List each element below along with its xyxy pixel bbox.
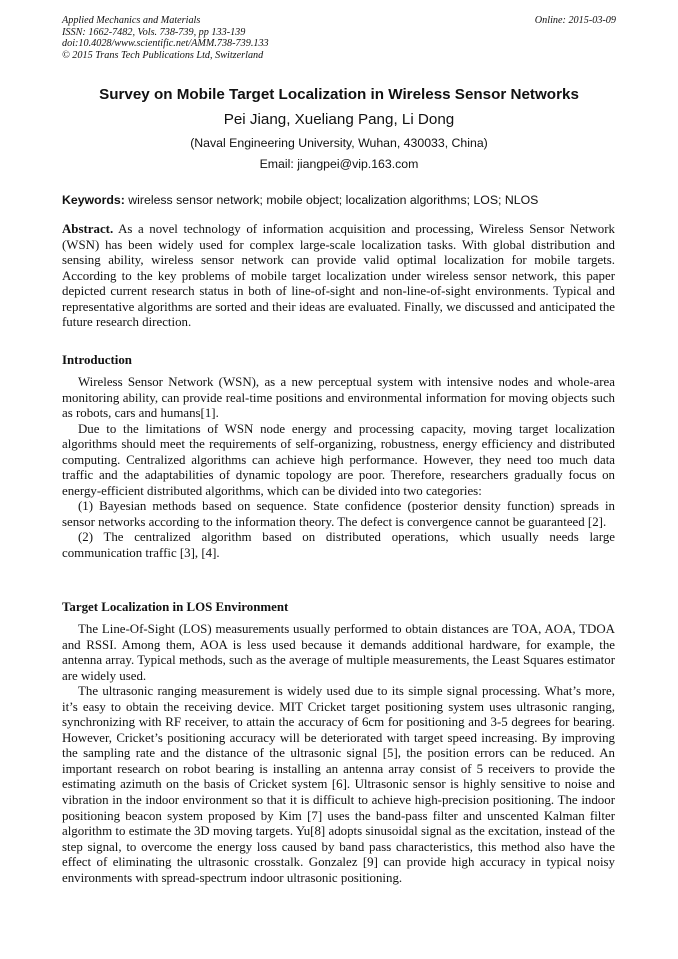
- paper-title: Survey on Mobile Target Localization in Wireless Sensor Networks: [99, 86, 579, 103]
- online-date: Online: 2015-03-09: [534, 15, 616, 26]
- copyright-line: © 2015 Trans Tech Publications Ltd, Switzerland: [62, 49, 264, 61]
- paragraph: The ultrasonic ranging measurement is widely used due to its simple signal processing. What’s more, it’s easy to obtain the receiving device. MIT Cricket target positioning system uses ultrasonic ranging, synchronizing with RF receiver, to attain the accuracy of 6cm for positioning and 3-5 degrees for bearing. However, Cricket’s positioning accuracy will be deteriorated with target speed increasing. By improving the sampling rate and the distance of the ultrasonic signal [5], the position errors can be reduced. An important research on robot bearing is installing an antenna array consist of 5 receivers to provide the estimating azimuth on the basis of Cricket system [6]. Ultrasonic sensor is highly sensitive to noise and vibration in the indoor environment so that it is difficult to achieve high-precision positioning. The indoor positioning beacon system proposed by Kim [7] uses the band-pass filter and unscented Kalman filter algorithm to estimate the 3D moving targets. Yu[8] adopts sinusoidal signal as the excitation, instead of the step signal, to overcome the energy loss caused by band pass characteristics, this method also have the effect of eliminating the ultrasonic crosstalk. Gonzalez [9] can provide high accuracy in typical noisy environments with spread-spectrum indoor ultrasonic positioning.: [62, 684, 615, 885]
- keywords-line: [62, 193, 616, 207]
- introduction-body: [62, 375, 615, 562]
- journal-header: [62, 15, 616, 61]
- abstract-label: Abstract.: [62, 222, 114, 236]
- section-heading-introduction: Introduction: [62, 353, 132, 367]
- paragraph: (2) The centralized algorithm based on distributed operations, which usually needs large communication traffic [3], [4].: [62, 530, 615, 561]
- author-affiliation: (Naval Engineering University, Wuhan, 430033, China): [190, 136, 488, 150]
- doi-line[interactable]: doi:10.4028/www.scientific.net/AMM.738-739.133: [62, 38, 269, 50]
- abstract-text: As a novel technology of information acquisition and processing, Wireless Sensor Network (WSN) has been widely used for complex large-scale localization tasks. With global distribution and sensing ability, wireless sensor network can provide valid optimal localization for mobile targets. According to the key problems of mobile target localization under wireless sensor network, this paper depicted current research status in both of line-of-sight and non-line-of-sight environments. Typical and representative algorithms are sorted and their ideas are evaluated. Finally, we discussed and anticipated the future research direction.: [62, 222, 615, 330]
- paragraph: Due to the limitations of WSN node energy and processing capacity, moving target localization algorithms should meet the requirements of self-organizing, robustness, energy efficiency and distributed computing. Centralized algorithms can achieve high performance. However, they need too much data traffic and the adaptabilities of dynamic topology are poor. Therefore, researchers gradually focus on energy-efficient distributed algorithms, which can be divided into two categories:: [62, 421, 615, 498]
- paragraph: (1) Bayesian methods based on sequence. State confidence (posterior density function) spreads in sensor networks according to the information theory. The defect is convergence cannot be guaranteed [2].: [62, 499, 615, 529]
- section-heading-los: Target Localization in LOS Environment: [62, 600, 289, 614]
- paragraph: The Line-Of-Sight (LOS) measurements usually performed to obtain distances are TOA, AOA, TDOA and RSSI. Among them, AOA is less used because it demands additional hardware, for example, the antenna array. Typical methods, such as the average of multiple measurements, the Least Squares estimator are widely used.: [62, 622, 615, 683]
- author-email[interactable]: Email: jiangpei@vip.163.com: [259, 157, 419, 171]
- keywords-text: wireless sensor network; mobile object; localization algorithms; LOS; NLOS: [124, 193, 539, 207]
- paragraph: Wireless Sensor Network (WSN), as a new perceptual system with intensive nodes and whole-area monitoring ability, can provide real-time positions and environmental information for moving objects such as robots, cars and humans[1].: [62, 375, 615, 421]
- paper-authors: Pei Jiang, Xueliang Pang, Li Dong: [223, 111, 455, 128]
- journal-name: Applied Mechanics and Materials: [62, 15, 201, 26]
- abstract-block: [62, 222, 615, 331]
- issn-line: ISSN: 1662-7482, Vols. 738-739, pp 133-139: [62, 26, 246, 38]
- keywords-label: Keywords:: [62, 193, 125, 207]
- los-body: [62, 622, 615, 886]
